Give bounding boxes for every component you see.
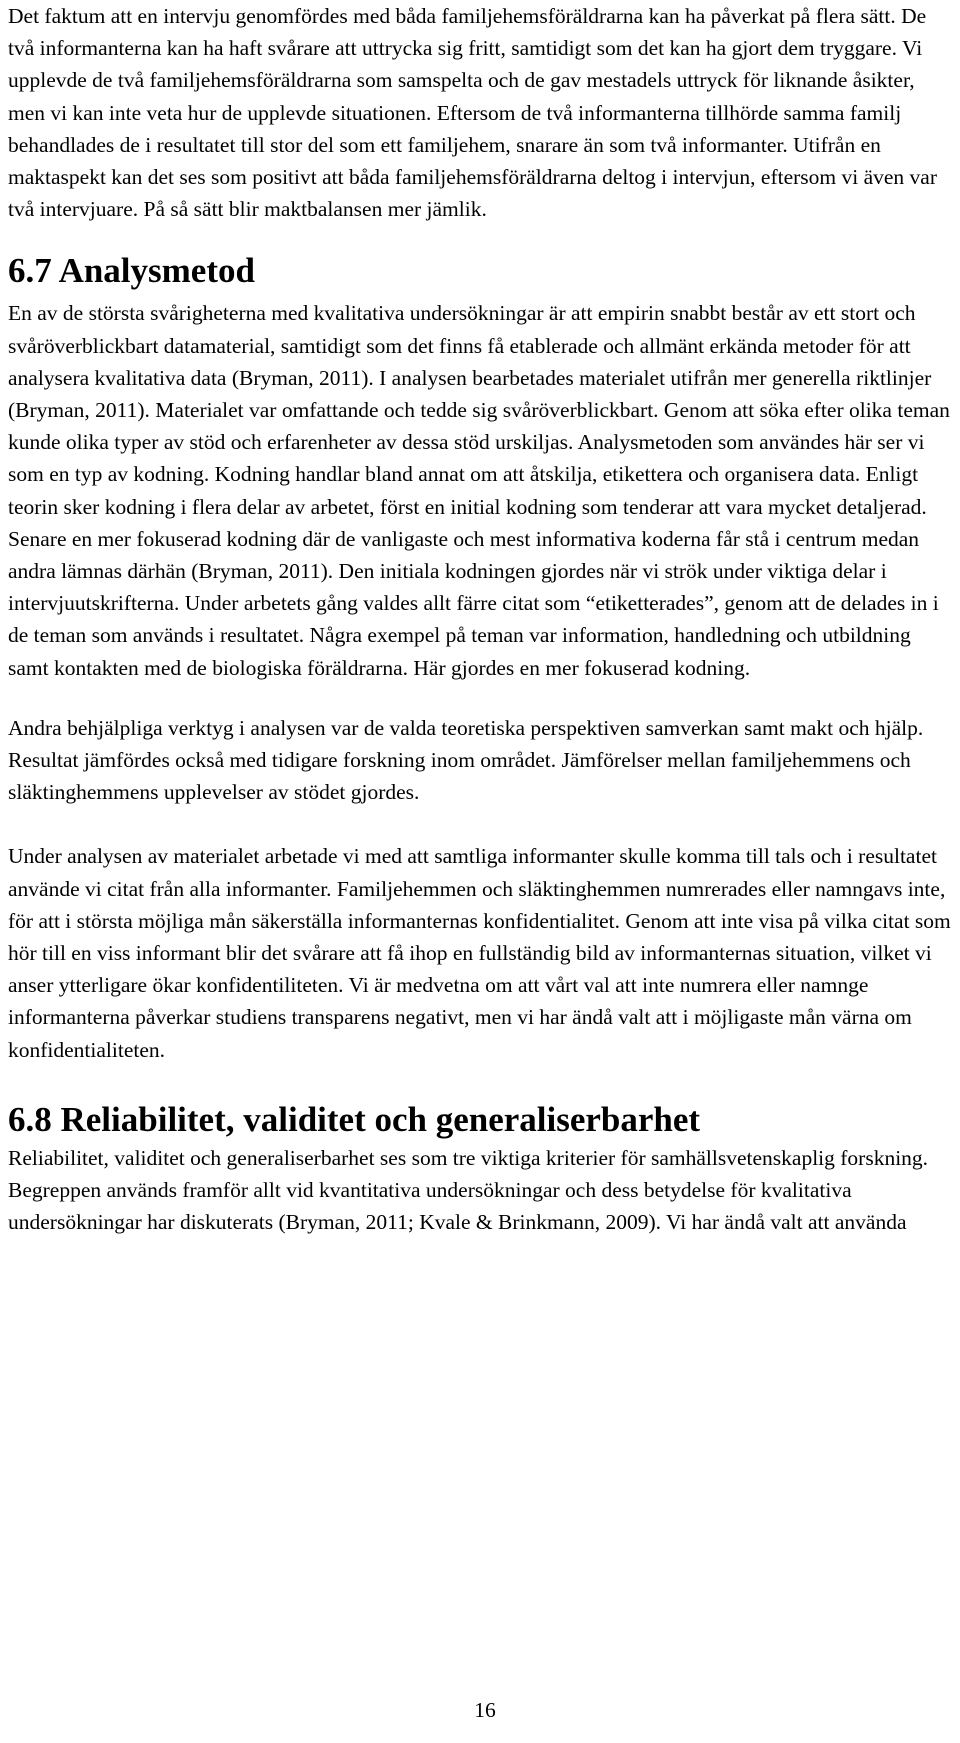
body-paragraph: En av de största svårigheterna med kvalitativa undersökningar är att empirin snabbt består av ett stort och svåröverblickbart datamaterial, samtidigt som det finns få etablerade och allmänt erkända metoder för att analysera kvalitativa data (Bryman, 2011). I analysen bearbetades materialet utifrån mer generella riktlinjer (Bryman, 2011). Materialet var omfattande och tedde sig svåröverblickbart. Genom att söka efter olika teman kunde olika typer av stöd och erfarenheter av dessa stöd urskiljas. Analysmetoden som användes här ser vi som en typ av kodning. Kodning handlar bland annat om att åtskilja, etikettera och organisera data. Enligt teorin sker kodning i flera delar av arbetet, först en initial kodning som tenderar att vara mycket detaljerad. Senare en mer fokuserad kodning där de vanligaste och mest informativa koderna får stå i centrum medan andra lämnas därhän (Bryman, 2011). Den initiala kodningen gjordes när vi strök under viktiga delar i intervjuutskrifterna. Under arbetets gång valdes allt färre citat som “etiketterades”, genom att de delades in i de teman som används i resultatet. Några exempel på teman var information, handledning och utbildning samt kontakten med de biologiska föräldrarna. Här gjordes en mer fokuserad kodning. [8, 301, 950, 680]
body-paragraph: Andra behjälpliga verktyg i analysen var de valda teoretiska perspektiven samverkan samt makt och hjälp. Resultat jämfördes också med tidigare forskning inom området. Jämförelser mellan familjehemmens och släktinghemmens upplevelser av stödet gjordes. [8, 715, 924, 805]
section-heading: 6.7 Analysmetod [8, 251, 255, 291]
body-paragraph: Reliabilitet, validitet och generaliserbarhet ses som tre viktiga kriterier för samhällsvetenskaplig forskning. Begreppen används framför allt vid kvantitativa undersökningar och dess betydelse för kvalitativa undersökningar har diskuterats (Bryman, 2011; Kvale & Brinkmann, 2009). Vi har ändå valt att använda [8, 1145, 929, 1235]
page-number: 16 [474, 1698, 496, 1722]
page-content [8, 0, 953, 1239]
section-heading: 6.8 Reliabilitet, validitet och generaliserbarhet [8, 1099, 701, 1139]
body-paragraph: Under analysen av materialet arbetade vi med att samtliga informanter skulle komma till tals och i resultatet använde vi citat från alla informanter. Familjehemmen och släktinghemmen numrerades eller namngavs inte, för att i största möjliga mån säkerställa informanternas konfidentialitet. Genom att inte visa på vilka citat som hör till en viss informant blir det svårare att få ihop en fullständig bild av informanternas situation, vilket vi anser ytterligare ökar konfidentiliteten. Vi är medvetna om att vårt val att inte numrera eller namngе informanterna påverkar studiens transparens negativt, men vi har ändå valt att i möjligaste mån värna om konfidentialiteten. [8, 844, 951, 1062]
body-paragraph: Det faktum att en intervju genomfördes med båda familjehemsföräldrarna kan ha påverkat på flera sätt. De två informanterna kan ha haft svårare att uttrycka sig fritt, samtidigt som det kan ha gjort dem tryggare. Vi upplevde de två familjehemsföräldrarna som samspelta och de gav mestadels uttryck för liknande åsikter, men vi kan inte veta hur de upplevde situationen. Eftersom de två informanterna tillhörde samma familj behandlades de i resultatet till stor del som ett familjehem, snarare än som två informanter. Utifrån en maktaspekt kan det ses som positivt att båda familjehemsföräldrarna deltog i intervjun, eftersom vi även var två intervjuare. På så sätt blir maktbalansen mer jämlik. [8, 4, 938, 222]
